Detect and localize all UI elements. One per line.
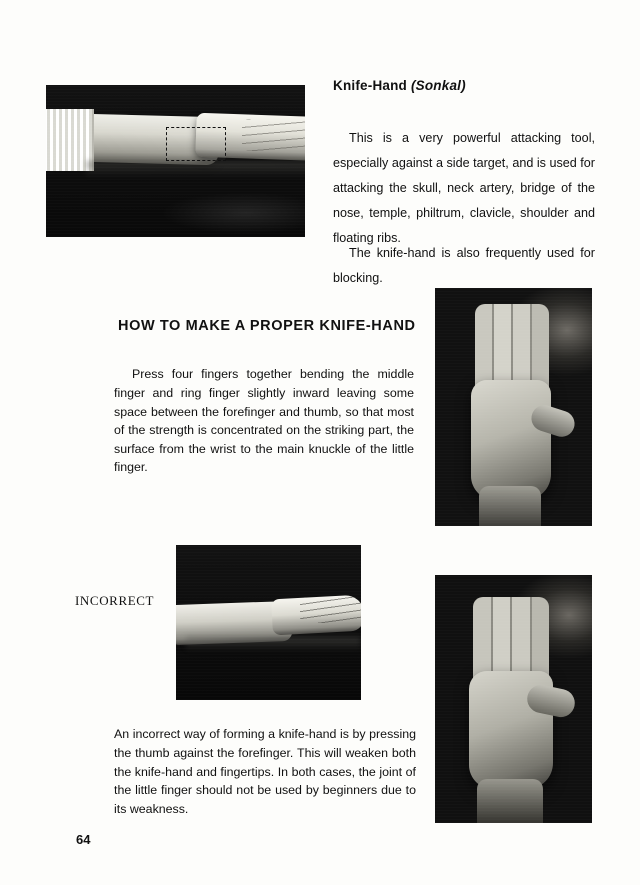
incorrect-label: INCORRECT [75,593,155,608]
proper-knife-hand-back-photo [435,288,592,526]
knife-hand-blocking-paragraph: The knife-hand is also frequently used for blocking. [333,245,595,285]
shadow-shape [86,161,305,177]
finger-detail [242,119,305,151]
incorrect-knife-hand-side-photo [176,545,361,700]
knife-hand-intro-paragraph: This is a very powerful attacking tool, especially against a side target, and is used for attacking the skull, neck artery, bridge of the nose, temple, philtrum, clavicle, shoulder and floating ribs. [333,130,595,245]
wrist-shape [479,486,541,526]
incorrect-paragraph: An incorrect way of forming a knife-hand is by pressing the thumb against the forefinger. This will weaken both the knife-hand and fingertips. In both cases, the joint of the little finger should not be used by beginners due to its weakness. [114,727,416,816]
finger-detail [300,597,361,623]
knife-hand-heading-korean: (Sonkal) [410,78,466,93]
how-to-paragraph: Press four fingers together bending the middle finger and ring finger slightly inward leaving some space between the forefinger and thumb, so that most of the strength is concentrated on the striking part, the surface from the wrist to the main knuckle of the little finger. [114,367,414,475]
how-to-heading: HOW TO MAKE A PROPER KNIFE-HAND [118,318,416,335]
page-number: 64 [76,832,91,847]
knife-hand-side-photo [46,85,305,237]
striking-surface-annotation [166,127,226,161]
incorrect-knife-hand-back-photo [435,575,592,823]
knife-hand-heading [333,78,593,93]
wrist-shape [477,779,543,823]
knife-hand-heading-title: Knife-Hand [333,78,407,93]
shadow-shape [186,637,361,651]
hand-back-shape [471,380,551,500]
